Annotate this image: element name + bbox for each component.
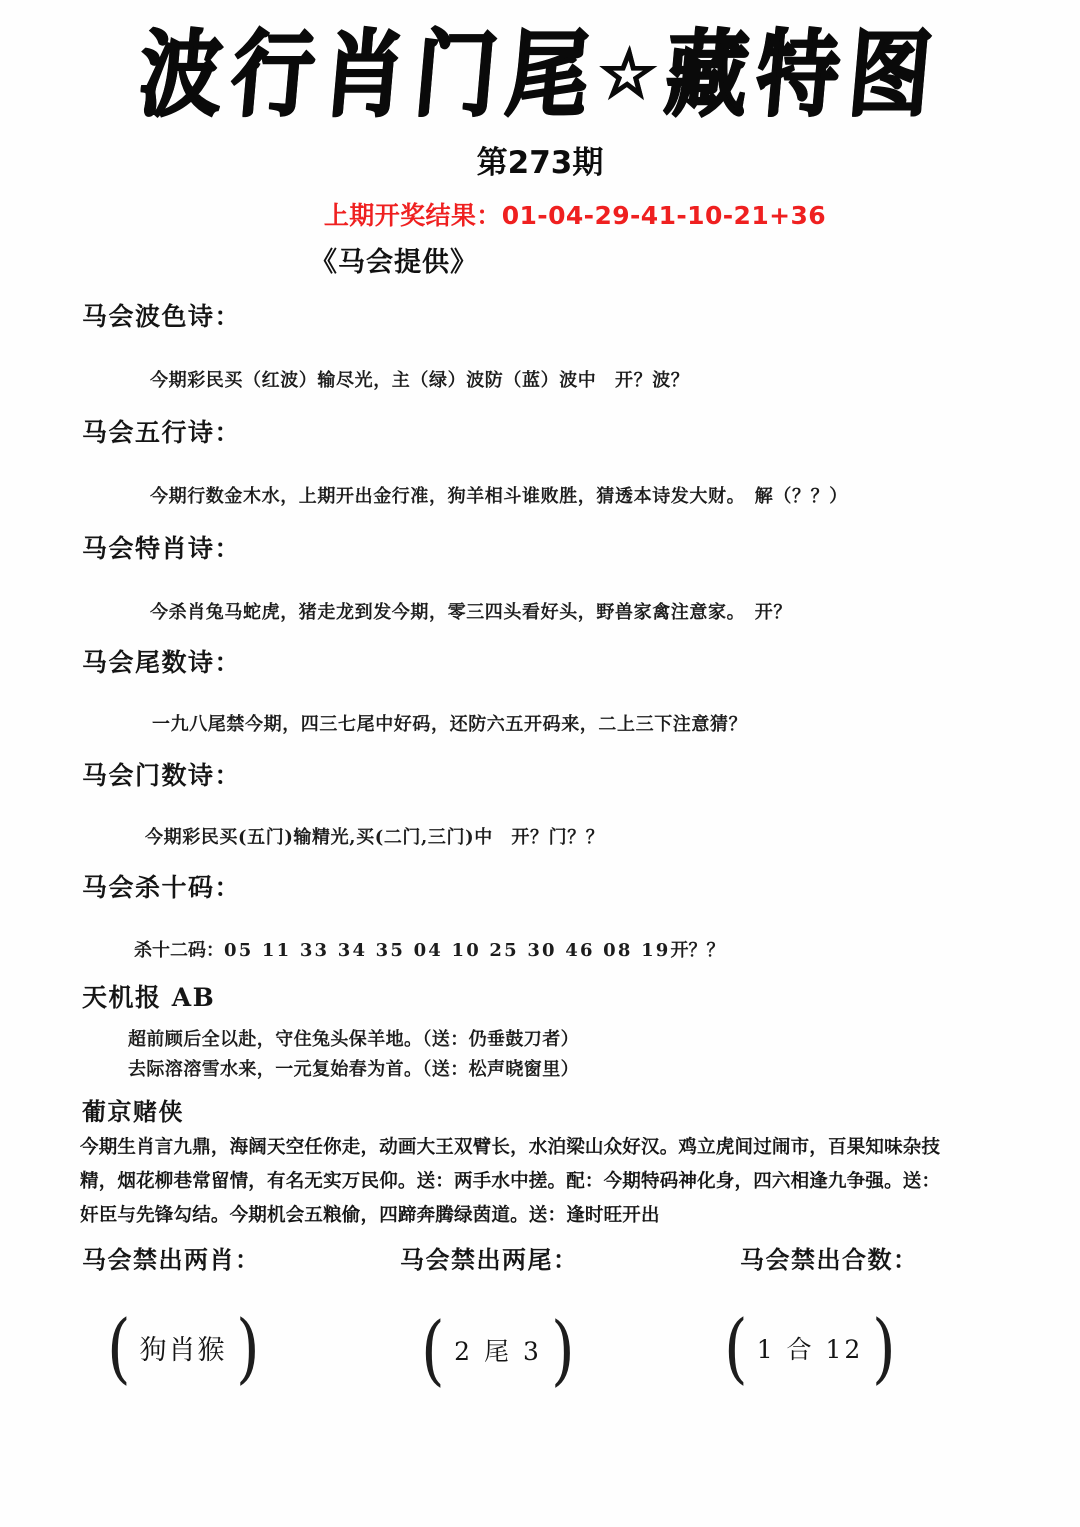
section-label-shashima: 马会杀十码： bbox=[82, 873, 242, 902]
pujing-heading: 葡京赌侠 bbox=[82, 1097, 184, 1126]
paren-close-icon: ) bbox=[550, 1304, 575, 1394]
paren-open-icon: ( bbox=[723, 1302, 748, 1392]
paren-close-icon: ) bbox=[872, 1302, 897, 1392]
ban-answer-two-zodiac-value: 狗肖猴 bbox=[139, 1335, 227, 1366]
paren-open-icon: ( bbox=[106, 1302, 131, 1392]
previous-draw-result: 上期开奖结果：01-04-29-41-10-21+36 bbox=[323, 201, 827, 230]
masthead-title bbox=[135, 20, 935, 130]
kill-codes-numbers: 05 11 33 34 35 04 10 25 30 46 08 19 bbox=[224, 940, 671, 961]
section-verse-texiao: 今杀肖兔马蛇虎，猪走龙到发今期，零三四头看好头，野兽家禽注意家。 开？ bbox=[150, 602, 792, 623]
masthead-char-7: 藏 bbox=[660, 20, 752, 130]
ban-label-two-tails: 马会禁出两尾： bbox=[400, 1245, 579, 1274]
section-label-wuxing: 马会五行诗： bbox=[82, 418, 242, 447]
ban-label-two-zodiac: 马会禁出两肖： bbox=[82, 1245, 261, 1274]
masthead-char-9: 图 bbox=[844, 20, 935, 130]
pujing-line-3: 奸臣与先锋勾结。今期机会五粮偷，四蹄奔腾绿茵道。送：逢时旺开出 bbox=[80, 1205, 660, 1226]
section-label-texiao: 马会特肖诗： bbox=[82, 534, 242, 563]
ban-answer-sum-value: 1 合 12 bbox=[756, 1334, 864, 1364]
kill-codes-prefix: 杀十二码： bbox=[134, 940, 224, 961]
issue-number: 第273期 bbox=[476, 145, 604, 181]
masthead-char-1: 波 bbox=[135, 20, 226, 130]
pujing-line-1: 今期生肖言九鼎，海阔天空任你走，动画大王双臂长，水泊梁山众好汉。鸡立虎间过闹市，百果知味杂技 bbox=[80, 1137, 941, 1158]
ban-label-sum: 马会禁出合数： bbox=[740, 1245, 919, 1274]
ban-answer-two-tails-value: 2 尾 3 bbox=[454, 1336, 542, 1366]
tianji-line-1: 超前顾后全以赴，守住兔头保羊地。（送：仍垂鼓刀者） bbox=[128, 1029, 579, 1050]
section-label-weishu: 马会尾数诗： bbox=[82, 648, 242, 677]
tianji-heading: 天机报 AB bbox=[82, 983, 216, 1012]
masthead-char-8: 特 bbox=[752, 20, 844, 130]
section-verse-bose: 今期彩民买（红波）输尽光，主（绿）波防（蓝）波中 开？波？ bbox=[150, 370, 690, 391]
section-verse-wuxing: 今期行数金木水，上期开出金行准，狗羊相斗谁败胜，猜透本诗发大财。 解（？？） bbox=[150, 486, 848, 507]
masthead-char-4: 门 bbox=[410, 20, 501, 130]
star-icon: ☆ bbox=[595, 37, 658, 112]
masthead-char-5: 尾 bbox=[502, 20, 593, 130]
kill-codes-line bbox=[134, 936, 725, 962]
ban-answer-two-tails bbox=[398, 1302, 598, 1397]
section-verse-menshu: 今期彩民买(五门)输精光,买(二门,三门)中 开？门？？ bbox=[145, 827, 605, 848]
source-title: 《马会提供》 bbox=[310, 247, 478, 278]
section-label-bose: 马会波色诗： bbox=[82, 302, 242, 331]
masthead-char-3: 肖 bbox=[318, 20, 410, 130]
paren-close-icon: ) bbox=[235, 1302, 260, 1392]
ban-answer-two-zodiac bbox=[78, 1300, 288, 1395]
paren-open-icon: ( bbox=[421, 1304, 446, 1394]
section-label-menshu: 马会门数诗： bbox=[82, 761, 242, 790]
tianji-line-2: 去际溶溶雪水来，一元复始春为首。（送：松声晓窗里） bbox=[128, 1059, 579, 1080]
masthead-char-2: 行 bbox=[226, 20, 318, 130]
ban-answer-sum bbox=[710, 1300, 910, 1395]
pujing-line-2: 精，烟花柳巷常留情，有名无实万民仰。送：两手水中搓。配：今期特码神化身，四六相逢九争强。送： bbox=[80, 1171, 941, 1192]
section-verse-weishu: 一九八尾禁今期，四三七尾中好码，还防六五开码来，二上三下注意猜？ bbox=[152, 714, 748, 735]
kill-codes-suffix: 开？？ bbox=[670, 940, 725, 961]
